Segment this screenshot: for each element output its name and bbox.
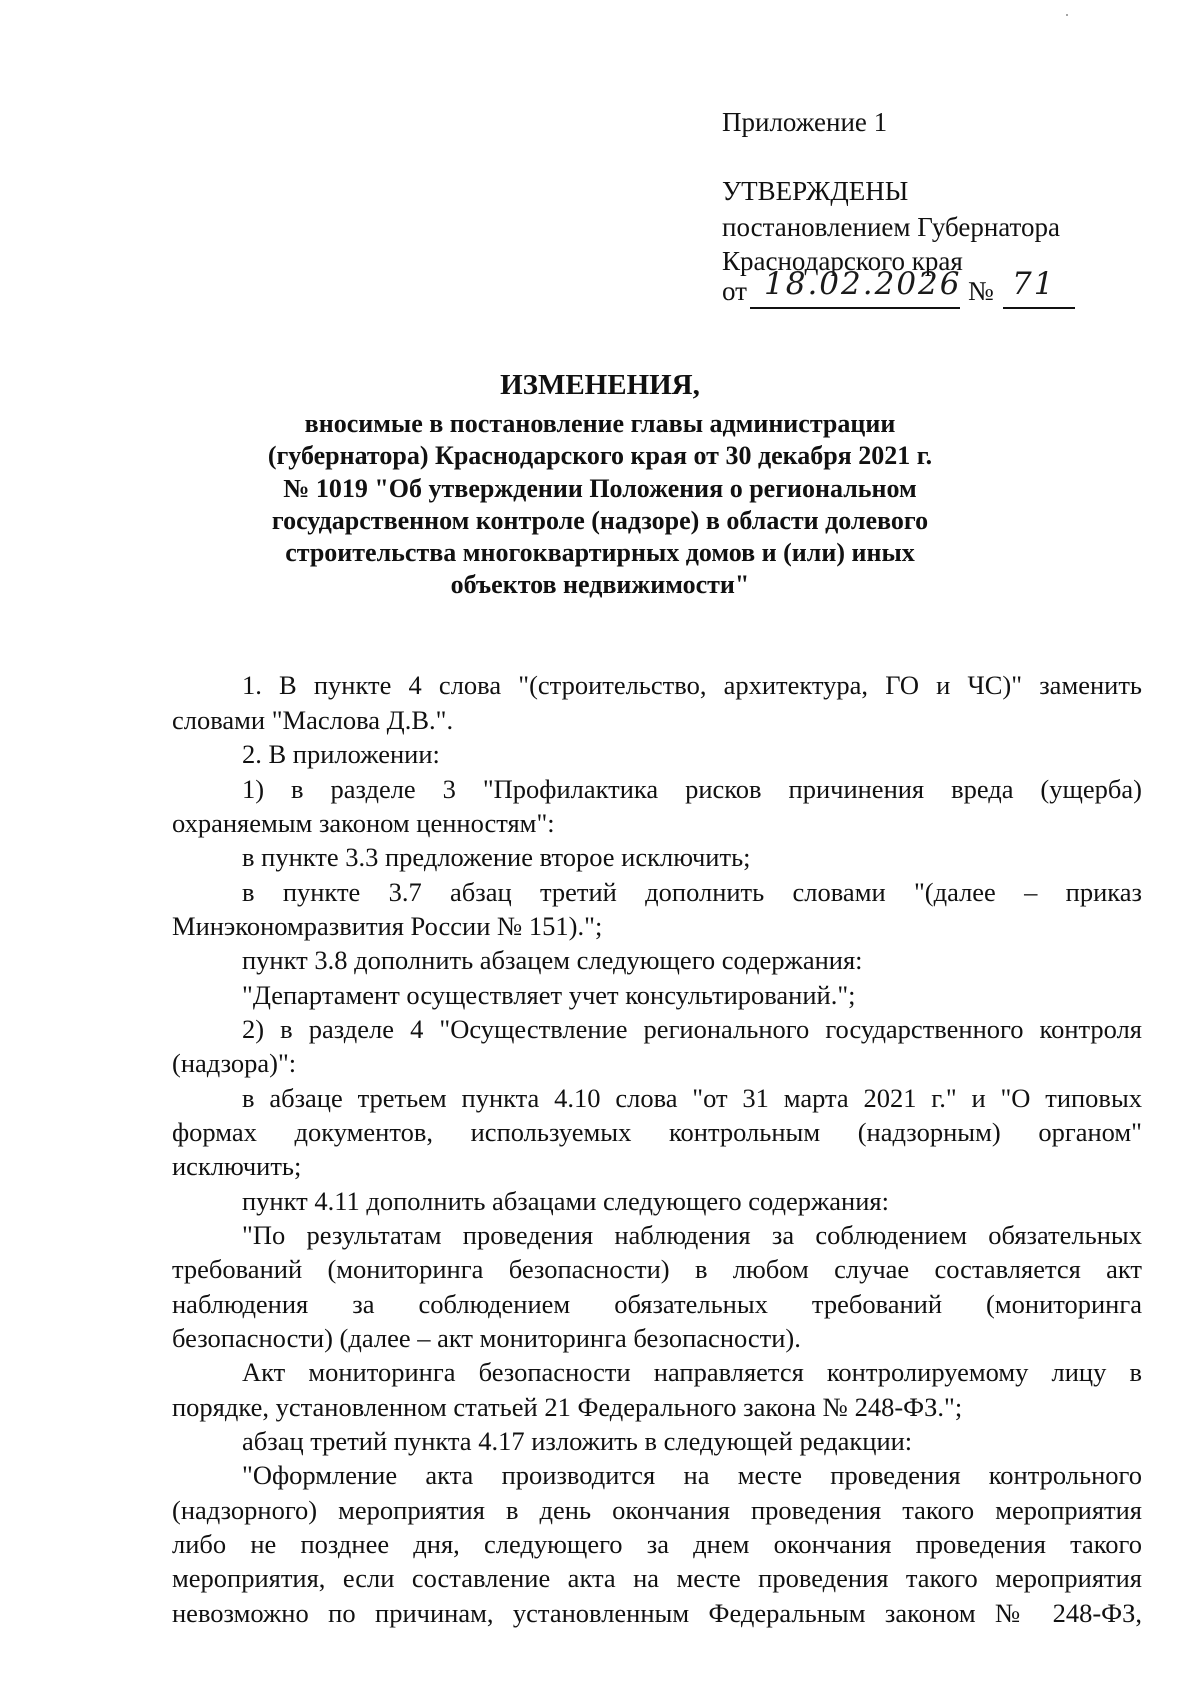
body-line: в пункте 3.3 предложение второе исключить; (242, 842, 751, 872)
title-line-5: строительства многоквартирных домов и (или) иных (285, 538, 915, 567)
appendix-label: Приложение 1 (722, 107, 888, 137)
number-sign: № (968, 276, 994, 306)
date-prefix: от (722, 276, 747, 306)
title-line-1: вносимые в постановление главы администрации (304, 409, 896, 438)
body-line: Минэкономразвития России № 151)."; (172, 911, 603, 941)
body-line: порядке, установленном статьей 21 Федерального закона № 248-ФЗ."; (172, 1392, 963, 1422)
body-line: "По результатам проведения наблюдения за соблюдением обязательных (242, 1220, 1142, 1250)
approved-by-line-2: Краснодарского края (722, 246, 963, 276)
title-line-6: объектов недвижимости" (450, 570, 750, 599)
body-line: 1) в разделе 3 "Профилактика рисков причинения вреда (ущерба) (242, 774, 1142, 804)
body-line: в пункте 3.7 абзац третий дополнить словами "(далее – приказ (242, 877, 1142, 907)
body-line: мероприятия, если составление акта на месте проведения такого мероприятия (172, 1563, 1142, 1593)
approved-label: УТВЕРЖДЕНЫ (722, 176, 909, 206)
handwritten-number: 71 (1012, 266, 1056, 302)
body-line: требований (мониторинга безопасности) в любом случае составляется акт (172, 1254, 1142, 1284)
body-line: пункт 4.11 дополнить абзацами следующего содержания: (242, 1186, 889, 1216)
title-line-3: № 1019 "Об утверждении Положения о региональном (283, 474, 917, 503)
body-line: в абзаце третьем пункта 4.10 слова "от 31 марта 2021 г." и "О типовых (242, 1083, 1142, 1113)
body-line: наблюдения за соблюдением обязательных требований (мониторинга (172, 1289, 1142, 1319)
body-line: невозможно по причинам, установленным Федеральным законом № 248-ФЗ, (172, 1598, 1142, 1628)
date-underline (750, 307, 960, 309)
body-line: "Оформление акта производится на месте проведения контрольного (242, 1460, 1142, 1490)
body-line: абзац третий пункта 4.17 изложить в следующей редакции: (242, 1426, 913, 1456)
body-line: формах документов, используемых контрольным (надзорным) органом" (172, 1117, 1142, 1147)
body-line: либо не позднее дня, следующего за днем окончания проведения такого (172, 1529, 1142, 1559)
approved-by-line-1: постановлением Губернатора (722, 212, 1060, 242)
title-line-2: (губернатора) Краснодарского края от 30 декабря 2021 г. (267, 441, 933, 470)
body-line: (надзорного) мероприятия в день окончания проведения такого мероприятия (172, 1495, 1142, 1525)
number-underline (1003, 307, 1075, 309)
title-line-4: государственном контроле (надзоре) в области долевого (271, 506, 929, 535)
body-line: (надзора)": (172, 1048, 297, 1078)
handwritten-date: 18.02.2026 (764, 266, 962, 302)
body-line: Акт мониторинга безопасности направляется контролируемому лицу в (242, 1357, 1142, 1387)
body-line: "Департамент осуществляет учет консультирований."; (242, 980, 856, 1010)
body-line: 1. В пункте 4 слова "(строительство, архитектура, ГО и ЧС)" заменить (242, 670, 1142, 700)
doc-title: ИЗМЕНЕНИЯ, (500, 369, 700, 401)
body-line: охраняемым законом ценностям": (172, 808, 555, 838)
decree-date-line (722, 276, 747, 306)
scan-dot (1066, 14, 1068, 16)
body-line: пункт 3.8 дополнить абзацем следующего содержания: (242, 945, 863, 975)
body-line: 2) в разделе 4 "Осуществление регионального государственного контроля (242, 1014, 1142, 1044)
body-line: безопасности) (далее – акт мониторинга безопасности). (172, 1323, 801, 1353)
body-line: 2. В приложении: (242, 739, 440, 769)
body-line: словами "Маслова Д.В.". (172, 705, 454, 735)
body-line: исключить; (172, 1151, 302, 1181)
